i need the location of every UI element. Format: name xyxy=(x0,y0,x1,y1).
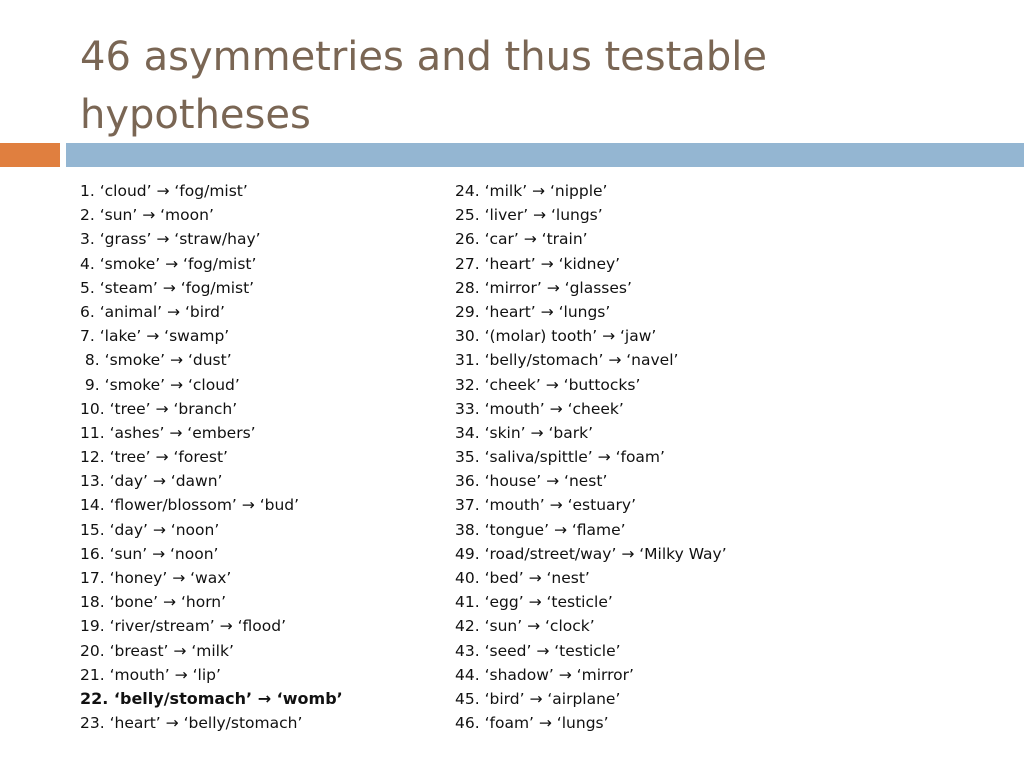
list-item: 23. ‘heart’ → ‘belly/stomach’ xyxy=(80,714,303,733)
list-item: 2. ‘sun’ → ‘moon’ xyxy=(80,206,214,225)
list-item: 22. ‘belly/stomach’ → ‘womb’ xyxy=(80,688,343,708)
list-item: 25. ‘liver’ → ‘lungs’ xyxy=(455,206,603,225)
list-item: 43. ‘seed’ → ‘testicle’ xyxy=(455,641,621,660)
list-item: 13. ‘day’ → ‘dawn’ xyxy=(80,472,223,491)
list-item: 20. ‘breast’ → ‘milk’ xyxy=(80,641,234,660)
list-item: 37. ‘mouth’ → ‘estuary’ xyxy=(455,496,636,515)
list-item: 21. ‘mouth’ → ‘lip’ xyxy=(80,665,221,684)
list-item: 40. ‘bed’ → ‘nest’ xyxy=(455,569,590,587)
list-item: 14. ‘flower/blossom’ → ‘bud’ xyxy=(80,496,300,515)
list-item: 16. ‘sun’ → ‘noon’ xyxy=(80,544,219,563)
list-item: 49. ‘road/street/way’ → ‘Milky Way’ xyxy=(455,544,727,563)
list-item: 38. ‘tongue’ → ‘flame’ xyxy=(455,520,626,539)
list-item: 41. ‘egg’ → ‘testicle’ xyxy=(455,593,613,612)
list-item: 30. ‘(molar) tooth’ → ‘jaw’ xyxy=(455,327,657,346)
list-item: 6. ‘animal’ → ‘bird’ xyxy=(80,302,225,321)
orange-accent-bar xyxy=(0,143,60,167)
list-item: 42. ‘sun’ → ‘clock’ xyxy=(455,617,595,636)
list-item: 34. ‘skin’ → ‘bark’ xyxy=(455,423,593,442)
right-column-list xyxy=(455,179,727,735)
list-item: 17. ‘honey’ → ‘wax’ xyxy=(80,569,232,587)
list-item: 8. ‘smoke’ → ‘dust’ xyxy=(80,351,232,370)
list-item: 46. ‘foam’ → ‘lungs’ xyxy=(455,714,609,733)
list-item: 44. ‘shadow’ → ‘mirror’ xyxy=(455,665,634,684)
list-item: 15. ‘day’ → ‘noon’ xyxy=(80,520,220,539)
list-item: 32. ‘cheek’ → ‘buttocks’ xyxy=(455,375,641,394)
list-item: 24. ‘milk’ → ‘nipple’ xyxy=(455,182,608,200)
list-item: 28. ‘mirror’ → ‘glasses’ xyxy=(455,278,632,297)
list-item: 11. ‘ashes’ → ‘embers’ xyxy=(80,423,256,442)
list-item: 29. ‘heart’ → ‘lungs’ xyxy=(455,302,611,321)
list-item: 31. ‘belly/stomach’ → ‘navel’ xyxy=(455,351,679,370)
list-item: 45. ‘bird’ → ‘airplane’ xyxy=(455,689,621,708)
list-item: 19. ‘river/stream’ → ‘flood’ xyxy=(80,617,286,636)
list-item: 5. ‘steam’ → ‘fog/mist’ xyxy=(80,278,255,297)
list-item: 7. ‘lake’ → ‘swamp’ xyxy=(80,327,230,346)
list-item: 26. ‘car’ → ‘train’ xyxy=(455,230,588,249)
list-item: 10. ‘tree’ → ‘branch’ xyxy=(80,399,238,418)
list-item: 4. ‘smoke’ → ‘fog/mist’ xyxy=(80,254,257,273)
list-item: 1. ‘cloud’ → ‘fog/mist’ xyxy=(80,182,248,200)
list-item: 3. ‘grass’ → ‘straw/hay’ xyxy=(80,230,261,249)
slide-title: 46 asymmetries and thus testable hypotheses xyxy=(80,34,767,138)
list-item: 12. ‘tree’ → ‘forest’ xyxy=(80,448,228,467)
list-item: 33. ‘mouth’ → ‘cheek’ xyxy=(455,399,624,418)
list-item: 35. ‘saliva/spittle’ → ‘foam’ xyxy=(455,448,665,467)
list-item: 36. ‘house’ → ‘nest’ xyxy=(455,472,608,491)
list-item: 27. ‘heart’ → ‘kidney’ xyxy=(455,254,621,273)
left-column-list xyxy=(80,179,343,735)
list-item: 9. ‘smoke’ → ‘cloud’ xyxy=(80,375,240,394)
blue-rule-bar xyxy=(66,143,1024,167)
list-item: 18. ‘bone’ → ‘horn’ xyxy=(80,593,227,612)
